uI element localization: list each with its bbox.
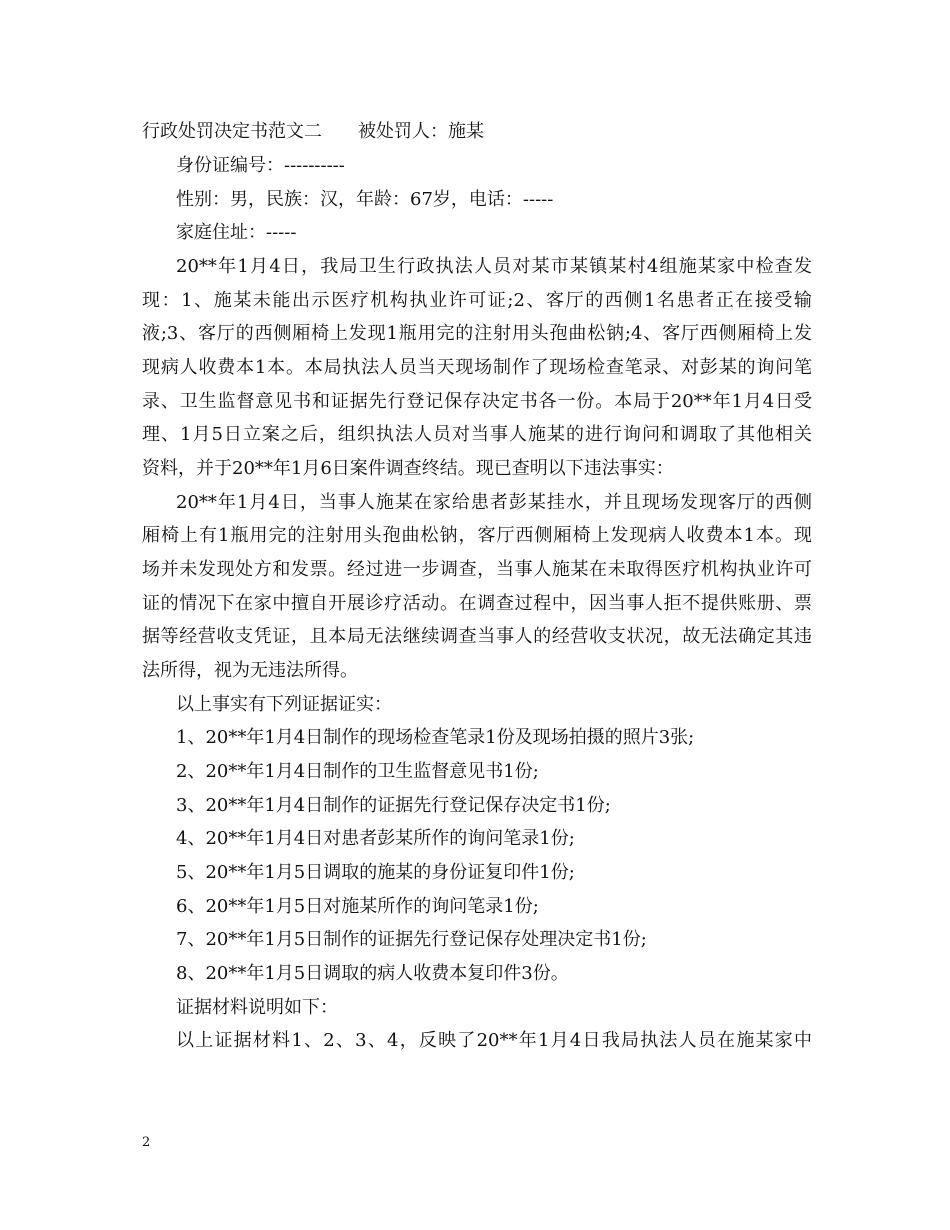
paragraph1-line: 资料，并于20**年1月6日案件调查终结。现已查明以下违法事实：	[142, 458, 674, 479]
evidence-item: 2、20**年1月4日制作的卫生监督意见书1份;	[176, 761, 539, 782]
paragraph1-line: 现：1、施某未能出示医疗机构执业许可证;2、客厅的西侧1名患者正在接受输	[142, 290, 812, 311]
page-number: 2	[142, 1135, 151, 1150]
paragraph1-line: 现病人收费本1本。本局执法人员当天现场制作了现场检查笔录、对彭某的询问笔	[142, 357, 812, 378]
paragraph2-line: 法所得，视为无违法所得。	[142, 660, 358, 681]
evidence-item: 6、20**年1月5日对施某所作的询问笔录1份;	[176, 896, 539, 917]
evidence-item: 5、20**年1月5日调取的施某的身份证复印件1份;	[176, 862, 575, 883]
evidence-heading: 以上事实有下列证据证实：	[176, 694, 392, 715]
paragraph1-line: 理、1月5日立案之后，组织执法人员对当事人施某的进行询问和调取了其他相关	[142, 424, 812, 445]
paragraph2-line: 证的情况下在家中擅自开展诊疗活动。在调查过程中，因当事人拒不提供账册、票	[142, 593, 812, 614]
paragraph1-line: 液;3、客厅的西侧厢椅上发现1瓶用完的注射用头孢曲松钠;4、客厅西侧厢椅上发	[142, 323, 812, 344]
document-title: 行政处罚决定书范文二	[142, 121, 322, 142]
evidence-item: 7、20**年1月5日制作的证据先行登记保存处理决定书1份;	[176, 929, 647, 950]
paragraph2-line: 厢椅上有1瓶用完的注射用头孢曲松钠，客厅西侧厢椅上发现病人收费本1本。现	[142, 525, 812, 546]
id-number-line: 身份证编号：----------	[176, 155, 345, 176]
paragraph1-line: 录、卫生监督意见书和证据先行登记保存决定书各一份。本局于20**年1月4日受	[142, 391, 812, 412]
evidence-item: 3、20**年1月4日制作的证据先行登记保存决定书1份;	[176, 795, 611, 816]
address-line: 家庭住址：-----	[176, 222, 297, 243]
evidence-item: 1、20**年1月4日制作的现场检查笔录1份及现场拍摄的照片3张;	[176, 727, 695, 748]
paragraph2-line: 20**年1月4日，当事人施某在家给患者彭某挂水，并且现场发现客厅的西侧	[176, 492, 812, 513]
evidence-item: 8、20**年1月5日调取的病人收费本复印件3份。	[176, 963, 569, 984]
personal-info-line: 性别：男，民族：汉，年龄：67岁，电话：-----	[176, 189, 554, 210]
explanation-heading: 证据材料说明如下：	[176, 997, 338, 1018]
paragraph1-line: 20**年1月4日，我局卫生行政执法人员对某市某镇某村4组施某家中检查发	[176, 256, 812, 277]
paragraph2-line: 据等经营收支凭证，且本局无法继续调查当事人的经营收支状况，故无法确定其违	[142, 626, 812, 647]
title-row	[142, 118, 484, 146]
evidence-item: 4、20**年1月4日对患者彭某所作的询问笔录1份;	[176, 828, 575, 849]
paragraph2-line: 场并未发现处方和发票。经过进一步调查，当事人施某在未取得医疗机构执业许可	[142, 559, 812, 580]
respondent-line: 被处罚人：施某	[358, 121, 484, 142]
explanation-line: 以上证据材料1、2、3、4，反映了20**年1月4日我局执法人员在施某家中	[176, 1030, 812, 1051]
